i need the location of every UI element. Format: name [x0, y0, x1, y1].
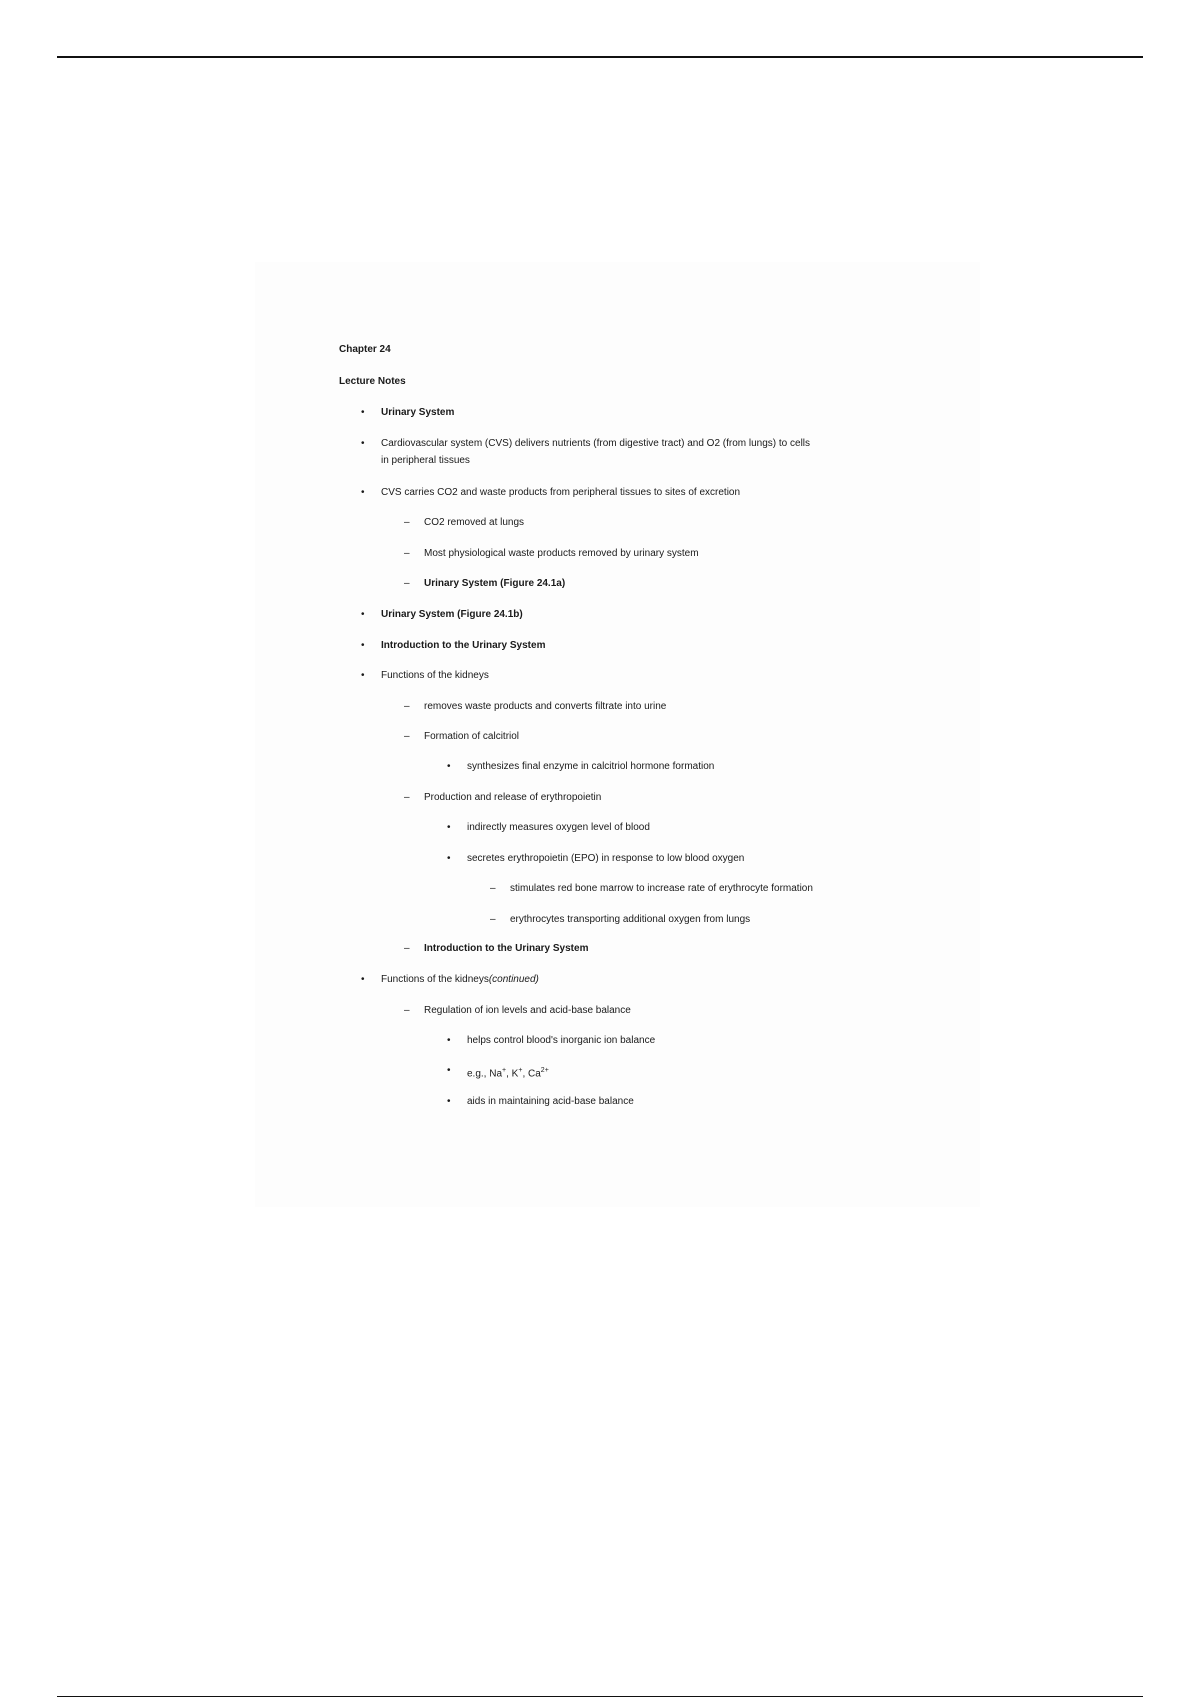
outline-item-main: CVS carries CO2 and waste products from peripheral tissues to sites of excretion [381, 487, 741, 498]
outline-item-main: Cardiovascular system (CVS) delivers nutrients (from digestive tract) and O2 (from lungs) to cells [381, 438, 811, 449]
outline-item-main: Production and release of erythropoietin [424, 792, 602, 803]
outline-item-text [424, 514, 524, 531]
outline-item-text [381, 404, 454, 421]
bullet-marker: • [447, 1096, 451, 1107]
bullet-marker: • [361, 670, 365, 681]
outline-item-text [467, 1032, 655, 1049]
bullet-marker: • [447, 853, 451, 864]
outline-item-text [424, 1002, 631, 1019]
outline-item-text [424, 728, 519, 745]
outline-item-main: helps control blood's inorganic ion balance [467, 1035, 656, 1046]
outline-item-main: Formation of calcitriol [424, 731, 520, 742]
ion-charge: + [518, 1067, 523, 1074]
outline-item-main: e.g., Na [467, 1068, 503, 1080]
outline-item-text [381, 971, 539, 988]
outline-item-main: Urinary System [381, 407, 455, 418]
outline-item-text [381, 637, 545, 654]
outline-item-text [424, 575, 565, 592]
outline-item-text [467, 850, 744, 867]
ion-symbol: , Ca [522, 1068, 541, 1080]
outline-item-text [467, 1062, 549, 1082]
bullet-marker: • [361, 640, 365, 651]
bullet-marker: • [361, 438, 365, 449]
bullet-marker: – [404, 548, 410, 559]
outline-item-main: synthesizes final enzyme in calcitriol hormone formation [467, 761, 715, 772]
outline-item-main: Urinary System (Figure 24.1a) [424, 578, 566, 589]
outline-item-text [467, 758, 714, 775]
outline-item-main: aids in maintaining acid-base balance [467, 1096, 634, 1107]
outline-item-main: Introduction to the Urinary System [381, 640, 546, 651]
outline-item-text [510, 880, 813, 897]
outline-item-main: Most physiological waste products removed by urinary system [424, 548, 699, 559]
outline-item-text [381, 435, 810, 452]
outline-item-continuation: in peripheral tissues [381, 455, 470, 466]
bullet-marker: – [404, 1005, 410, 1016]
outline-item-text [510, 911, 750, 928]
outline-item-text [467, 1093, 634, 1110]
bullet-marker: – [490, 914, 496, 925]
outline-item-main: Functions of the kidneys [381, 974, 489, 985]
outline-item-text [381, 484, 740, 501]
bullet-marker: • [447, 822, 451, 833]
bullet-marker: • [447, 1065, 451, 1076]
bullet-marker: • [361, 487, 365, 498]
outline-item-main: stimulates red bone marrow to increase rate of erythrocyte formation [510, 883, 813, 894]
outline-item-italic: (continued) [488, 974, 539, 985]
bullet-marker: – [490, 883, 496, 894]
outline-item-text [424, 545, 699, 562]
outline-item-main: erythrocytes transporting additional oxygen from lungs [510, 914, 751, 925]
bullet-marker: • [361, 407, 365, 418]
outline-item-text [424, 940, 588, 957]
outline-item-text [467, 819, 650, 836]
outline-item-text [381, 667, 489, 684]
ion-charge: 2+ [540, 1067, 549, 1074]
outline-item-main: indirectly measures oxygen level of blood [467, 822, 650, 833]
bullet-marker: • [361, 974, 365, 985]
bullet-marker: – [404, 792, 410, 803]
outline-item-main: Functions of the kidneys [381, 670, 489, 681]
bullet-marker: – [404, 943, 410, 954]
lecture-notes-heading: Lecture Notes [339, 376, 406, 387]
bullet-marker: – [404, 517, 410, 528]
outline-item-text [424, 698, 666, 715]
footer-rule [57, 1696, 1143, 1697]
chapter-heading: Chapter 24 [339, 344, 391, 355]
outline-item-main: Urinary System (Figure 24.1b) [381, 609, 523, 620]
outline-item-main: Introduction to the Urinary System [424, 943, 589, 954]
bullet-marker: • [447, 761, 451, 772]
outline-item-main: Regulation of ion levels and acid-base balance [424, 1005, 631, 1016]
bullet-marker: • [361, 609, 365, 620]
bullet-marker: – [404, 731, 410, 742]
bullet-marker: – [404, 578, 410, 589]
outline-item-main: removes waste products and converts filtrate into urine [424, 701, 667, 712]
outline-item-text [424, 789, 601, 806]
header-rule [57, 56, 1143, 58]
outline-item-main: secretes erythropoietin (EPO) in response to low blood oxygen [467, 853, 745, 864]
outline-item-text [381, 606, 523, 623]
bullet-marker: • [447, 1035, 451, 1046]
bullet-marker: – [404, 701, 410, 712]
ion-charge: + [502, 1067, 507, 1074]
ion-symbol: , K [506, 1068, 519, 1080]
outline-item-main: CO2 removed at lungs [424, 517, 525, 528]
